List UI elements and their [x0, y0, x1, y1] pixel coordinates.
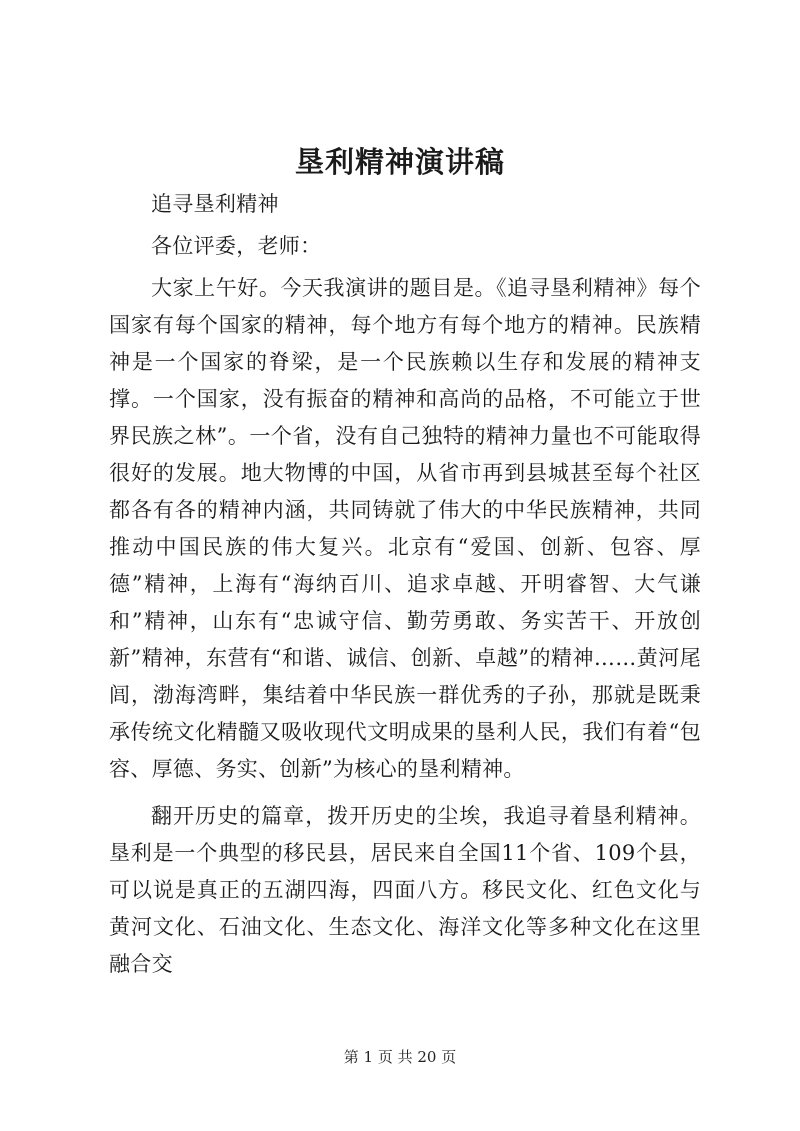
paragraph-intro: 大家上午好。今天我演讲的题目是。《追寻垦利精神》每个国家有每个国家的精神，每个地方有每个地方的精神。民族精神是一个国家的脊梁，是一个民族赖以生存和发展的精神支撑。一个国家，没有振奋的精神和高尚的品格，不可能立于世界民族之林”。一个省，没有自己独特的精神力量也不可能取得很好的发展。地大物博的中国，从省市再到县城甚至每个社区都各有各的精神内涵，共同铸就了伟大的中华民族精神，共同推动中国民族的伟大复兴。北京有“爱国、创新、包容、厚德”精神，上海有“海纳百川、追求卓越、开明睿智、大气谦和”精神，山东有“忠诚守信、勤劳勇敢、务实苦干、开放创新”精神，东营有“和谐、诚信、创新、卓越”的精神……黄河尾闾，渤海湾畔，集结着中华民族一群优秀的子孙，那就是既秉承传统文化精髓又吸收现代文明成果的垦利人民，我们有着“包容、厚德、务实、创新”为核心的垦利精神。 [109, 276, 701, 781]
salutation: 各位评委，老师： [151, 234, 322, 258]
paragraph-history: 翻开历史的篇章，拨开历史的尘埃，我追寻着垦利精神。垦利是一个典型的移民县，居民来自全国11个省、109个县，可以说是真正的五湖四海，四面八方。移民文化、红色文化与黄河文化、石油文化、生态文化、海洋文化等多种文化在这里融合交 [109, 804, 701, 976]
page-number-footer: 第 1 页 共 20 页 [343, 1048, 457, 1066]
page-title: 垦利精神演讲稿 [294, 145, 505, 179]
document-body [109, 186, 701, 983]
speech-subtitle: 追寻垦利精神 [151, 192, 279, 216]
